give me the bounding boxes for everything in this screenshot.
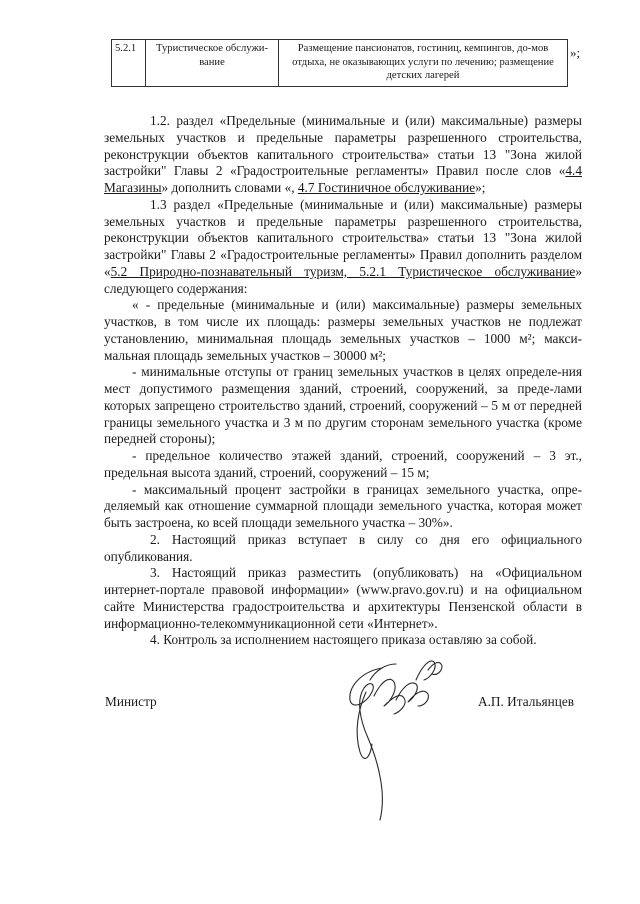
land-use-table	[111, 39, 568, 87]
table-cell-name: Туристическое обслужи-вание	[146, 40, 279, 87]
paragraph-1-2	[104, 113, 582, 197]
table-cell-code: 5.2.1	[112, 40, 146, 87]
signatory-role: Министр	[105, 694, 157, 709]
reference-link: 4.7 Гостиничное обслуживание	[297, 180, 476, 195]
paragraph-item-2: 2. Настоящий приказ вступает в силу со дня его официального опубликования.	[104, 531, 582, 564]
document-body	[104, 113, 582, 649]
signatory-name: А.П. Итальянцев	[478, 694, 574, 709]
paragraph-text: » дополнить словами «,	[161, 180, 298, 195]
paragraph-item-3: 3. Настоящий приказ разместить (опубликовать) на «Официальном интернет-портале правовой информации» (www.pravo.gov.ru) и на официальном сайте Министерства градостроительства и архитектуры Пензенской области в информационно-телекоммуникационной сети «Интернет».	[104, 565, 582, 631]
quote-item-setbacks: - минимальные отступы от границ земельных участков в целях определе-ния мест допустимого размещения зданий, строений, сооружений, за преде-лами которых запрещено строительство зданий, строений, сооружений – 5 м от передней границы земельного участка и 3 м по другим сторонам земельного участка (кроме передней стороны);	[104, 364, 582, 447]
table-row	[112, 40, 568, 87]
table-cell-description: Размещение пансионатов, гостиниц, кемпингов, до-мов отдыха, не оказывающих услуги по лечению; размещение детских лагерей	[279, 40, 568, 87]
paragraph-text: 1.2. раздел «Предельные (минимальные и (или) максимальные) размеры земельных участков и предельные параметры разрешенного строительства, реконструкции объектов капитального строительства» статьи 13 "Зона жилой застройки" Главы 2 «Градостроительные регламенты» Правил после слов «	[104, 113, 582, 179]
zone-table-fragment	[111, 39, 581, 87]
quote-item-coverage: - максимальный процент застройки в границах земельного участка, опре-деляемый как отношение суммарной площади земельного участка, которая может быть застроена, ко всей площади земельного участка – 30%».	[104, 481, 582, 530]
paragraph-text: »;	[475, 180, 486, 195]
paragraph-text: 1.3 раздел «Предельные (минимальные и (или) максимальные) размеры земельных участков и предельные параметры разрешенного строительства, реконструкции объектов капитального строительства» статьи 13 "Зона жилой застройки" Главы 2 «Градостроительные регламенты» Правил дополнить разделом «	[104, 196, 582, 279]
quote-item-floors: - предельное количество этажей зданий, строений, сооружений – 3 эт., предельная высота зданий, строений, сооружений – 15 м;	[104, 448, 582, 480]
paragraph-text: » следующего содержания:	[104, 263, 582, 296]
table-closing-quote: »;	[570, 45, 581, 60]
reference-link: 5.2 Природно-познавательный туризм, 5.2.1 Туристическое обслуживание	[110, 263, 576, 279]
handwritten-signature	[330, 640, 450, 830]
paragraph-item-4: 4. Контроль за исполнением настоящего приказа оставляю за собой.	[150, 632, 537, 648]
quote-item-plot-size: « - предельные (минимальные и (или) максимальные) размеры земельных участков, в том числе их площадь: размеры земельных участков не подлежат установлению, минимальная площадь земельных участков – 1000 м²; макси-мальная площадь земельных участков – 30000 м²;	[104, 297, 582, 363]
reference-link: 4.4 Магазины	[104, 163, 582, 195]
paragraph-1-3	[104, 197, 582, 298]
